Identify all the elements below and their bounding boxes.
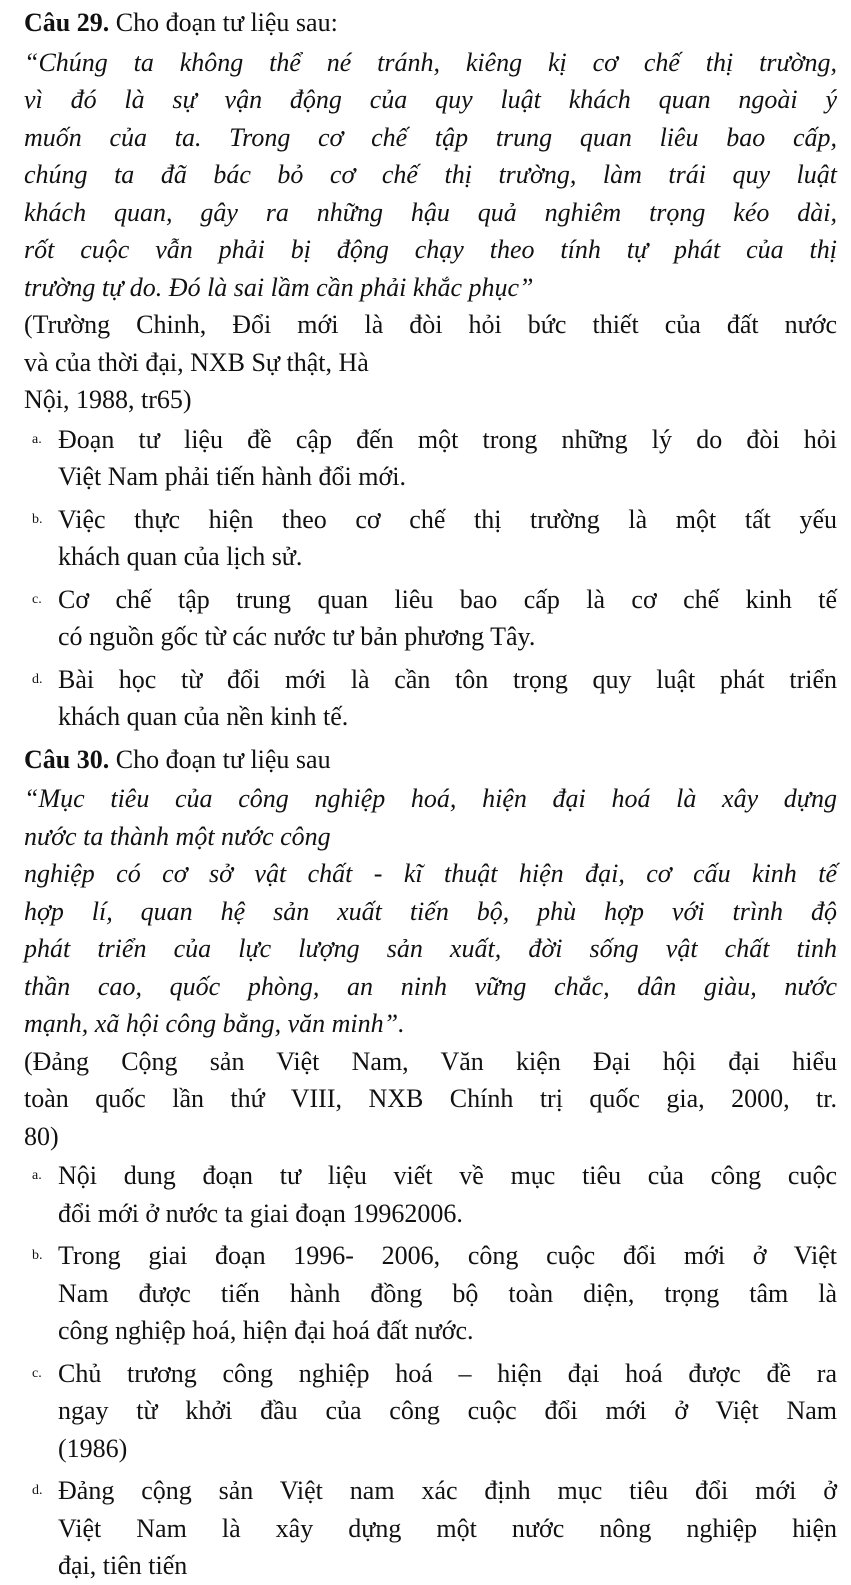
option-text: Đảng cộng sản Việt nam xác định mục tiêu đổi mới ở — [58, 1476, 837, 1505]
option-marker: c. — [32, 591, 42, 607]
question-30 — [24, 741, 837, 1585]
option-text: công nghiệp hoá, hiện đại hoá đất nước. — [58, 1316, 474, 1345]
option-c[interactable] — [24, 1355, 837, 1468]
question-title — [24, 741, 837, 779]
quote-line: khách quan, gây ra những hậu quả nghiêm trọng kéo dài, — [24, 197, 837, 227]
quote-line: mạnh, xã hội công bằng, văn minh”. — [24, 1009, 405, 1038]
quote-line: rốt cuộc vẫn phải bị động chạy theo tính tự phát của thị — [24, 235, 837, 264]
option-marker: d. — [32, 1483, 43, 1498]
quote-passage — [24, 44, 837, 307]
option-text: Việt Nam là xây dựng một nước nông nghiệp hiện — [58, 1513, 837, 1543]
option-a[interactable] — [24, 1157, 837, 1232]
quote-line: vì đó là sự vận động của quy luật khách quan ngoài ý — [24, 85, 837, 114]
option-text: ngay từ khởi đầu của công cuộc đổi mới ở Việt Nam — [58, 1396, 837, 1425]
option-text: Nam được tiến hành đồng bộ toàn diện, trọng tâm là — [58, 1278, 837, 1308]
question-number: Câu 30. — [24, 744, 110, 774]
option-b[interactable] — [24, 1237, 837, 1350]
quote-source — [24, 1043, 837, 1156]
quote-line: hợp lí, quan hệ sản xuất tiến bộ, phù hợp với trình độ — [24, 896, 837, 926]
option-text: Việt Nam phải tiến hành đổi mới. — [58, 462, 406, 491]
option-text: Cơ chế tập trung quan liêu bao cấp là cơ chế kinh tế — [58, 584, 837, 614]
question-prompt: Cho đoạn tư liệu sau: — [115, 8, 338, 37]
option-marker: a. — [32, 1168, 42, 1183]
option-text: Trong giai đoạn 1996- 2006, công cuộc đổi mới ở Việt — [58, 1241, 837, 1270]
source-line: 80) — [24, 1121, 59, 1151]
option-text: Đoạn tư liệu đề cập đến một trong những lý do đòi hỏi — [58, 424, 837, 454]
question-prompt: Cho đoạn tư liệu sau — [115, 744, 331, 774]
answer-options — [24, 421, 837, 736]
quote-passage — [24, 780, 837, 1043]
option-d[interactable] — [24, 661, 837, 736]
quote-line: chúng ta đã bác bỏ cơ chế thị trường, làm trái quy luật — [24, 160, 837, 189]
quote-line: thần cao, quốc phòng, an ninh vững chắc, dân giàu, nước — [24, 971, 837, 1001]
option-d[interactable] — [24, 1472, 837, 1585]
option-text: đổi mới ở nước ta giai đoạn 19962006. — [58, 1198, 463, 1228]
option-text: có nguồn gốc từ các nước tư bản phương Tây. — [58, 622, 536, 651]
option-text: Bài học từ đổi mới là cần tôn trọng quy luật phát triển — [58, 664, 837, 694]
quote-line: “Mục tiêu của công nghiệp hoá, hiện đại hoá là xây dựng — [24, 784, 837, 813]
answer-options — [24, 1157, 837, 1585]
source-line: và của thời đại, NXB Sự thật, Hà — [24, 347, 369, 377]
option-text: đại, tiên tiến — [58, 1551, 188, 1580]
option-text: Chủ trương công nghiệp hoá – hiện đại hoá được đề ra — [58, 1358, 837, 1388]
option-marker: b. — [32, 1248, 43, 1263]
quote-source — [24, 306, 837, 419]
option-text: khách quan của lịch sử. — [58, 542, 303, 571]
question-29 — [24, 4, 837, 736]
source-line: (Trường Chinh, Đổi mới là đòi hỏi bức thiết của đất nước — [24, 310, 837, 339]
option-marker: d. — [32, 671, 43, 687]
quote-line: nghiệp có cơ sở vật chất - kĩ thuật hiện đại, cơ cấu kinh tế — [24, 859, 837, 888]
option-text: Việc thực hiện theo cơ chế thị trường là một tất yếu — [58, 504, 837, 534]
option-marker: a. — [32, 431, 42, 447]
quote-line: “Chúng ta không thể né tránh, kiêng kị cơ chế thị trường, — [24, 47, 837, 77]
option-text: Nội dung đoạn tư liệu viết về mục tiêu của công cuộc — [58, 1161, 837, 1190]
option-b[interactable] — [24, 501, 837, 576]
quote-line: muốn của ta. Trong cơ chế tập trung quan liêu bao cấp, — [24, 122, 837, 152]
option-a[interactable] — [24, 421, 837, 496]
option-c[interactable] — [24, 581, 837, 656]
quote-line: trường tự do. Đó là sai lầm cần phải khắc phục” — [24, 272, 534, 302]
question-number: Câu 29. — [24, 8, 110, 37]
quote-line: nước ta thành một nước công — [24, 821, 331, 851]
option-text: khách quan của nền kinh tế. — [58, 702, 349, 731]
quote-line: phát triển của lực lượng sản xuất, đời sống vật chất tinh — [24, 934, 837, 963]
source-line: Nội, 1988, tr65) — [24, 385, 192, 414]
source-line: toàn quốc lần thứ VIII, NXB Chính trị quốc gia, 2000, tr. — [24, 1084, 837, 1113]
question-title — [24, 4, 837, 42]
option-marker: b. — [32, 511, 43, 527]
option-text: (1986) — [58, 1433, 128, 1463]
source-line: (Đảng Cộng sản Việt Nam, Văn kiện Đại hội đại hiểu — [24, 1046, 837, 1076]
option-marker: c. — [32, 1365, 42, 1381]
